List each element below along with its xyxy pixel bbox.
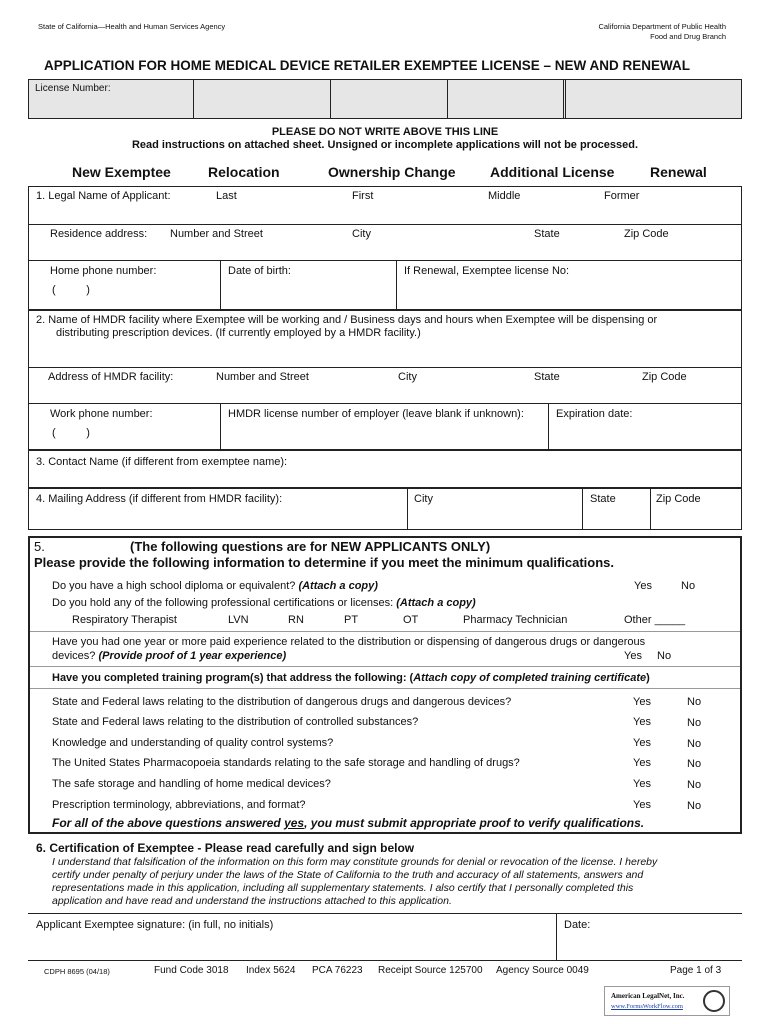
cert-attach-note: (Attach a copy): [396, 597, 476, 609]
mailing-address-field[interactable]: 4. Mailing Address (if different from HMDR facility):: [36, 493, 283, 505]
agency-right-2: Food and Drug Branch: [650, 32, 726, 41]
first-name-field[interactable]: First: [352, 190, 374, 202]
cert-pt[interactable]: PT: [344, 614, 359, 626]
cert-other-field[interactable]: Other _____: [624, 614, 686, 626]
residence-label: Residence address:: [50, 228, 148, 240]
form-id: CDPH 8695 (04/18): [44, 967, 110, 976]
license-number-label: License Number:: [35, 83, 111, 94]
signature-field[interactable]: Applicant Exemptee signature: (in full, no initials): [36, 919, 274, 931]
training-yes-option[interactable]: Yes: [633, 716, 651, 728]
proof-note-a: For all of the above questions answered: [52, 816, 285, 830]
residence-city-field[interactable]: City: [352, 228, 371, 240]
training-item: State and Federal laws relating to the distribution of dangerous drugs and dangerous devices?: [52, 696, 512, 708]
last-name-field[interactable]: Last: [216, 190, 237, 202]
former-name-field[interactable]: Former: [604, 190, 640, 202]
pca-code: PCA 76223: [312, 965, 363, 976]
training-question-text: Have you completed training program(s) that address the following: (: [52, 672, 414, 684]
cert-pharmacy-technician[interactable]: Pharmacy Technician: [463, 614, 568, 626]
license-number-box: [28, 79, 742, 119]
cert-lvn[interactable]: LVN: [228, 614, 249, 626]
experience-yes-option[interactable]: Yes: [624, 650, 642, 662]
middle-name-field[interactable]: Middle: [488, 190, 521, 202]
training-item: Knowledge and understanding of quality control systems?: [52, 737, 334, 749]
hmdr-question-line1: 2. Name of HMDR facility where Exemptee will be working and / Business days and hours when Exemptee will be dispensing or: [36, 314, 658, 326]
work-phone-label: Work phone number:: [50, 408, 153, 420]
publisher-logo-icon: [703, 990, 725, 1012]
cert-question: [52, 597, 476, 609]
proof-note-b: , you must submit appropriate proof to verify qualifications.: [304, 816, 645, 830]
mailing-state-field[interactable]: State: [590, 493, 616, 505]
proof-note-yes: yes: [284, 816, 305, 830]
certification-para-4: application and have read and understand the instructions attached to this application.: [52, 895, 452, 907]
renewal-license-field[interactable]: If Renewal, Exemptee license No:: [404, 265, 570, 277]
training-attach-note: Attach copy of completed training certificate: [413, 672, 647, 684]
hmdr-question-line2: distributing prescription devices. (If currently employed by a HMDR facility.): [56, 327, 421, 339]
section-5-heading1: (The following questions are for NEW APPLICANTS ONLY): [130, 539, 491, 554]
expiration-date-field[interactable]: Expiration date:: [556, 408, 633, 420]
hmdr-license-field[interactable]: HMDR license number of employer (leave blank if unknown):: [228, 408, 524, 420]
training-no-option[interactable]: No: [687, 696, 702, 708]
experience-devices-text: devices?: [52, 650, 96, 662]
option-renewal[interactable]: Renewal: [650, 164, 707, 180]
experience-question-line1: Have you had one year or more paid experience related to the distribution or dispensing of dangerous drugs or dangerous: [52, 636, 646, 648]
training-no-option[interactable]: No: [687, 758, 702, 770]
fund-code: Fund Code 3018: [154, 965, 229, 976]
index-code: Index 5624: [246, 965, 296, 976]
training-item: State and Federal laws relating to the distribution of controlled substances?: [52, 716, 419, 728]
experience-proof-note: (Provide proof of 1 year experience): [98, 650, 287, 662]
cert-rn[interactable]: RN: [288, 614, 304, 626]
dob-field[interactable]: Date of birth:: [228, 265, 291, 277]
hmdr-zip-field[interactable]: Zip Code: [642, 371, 687, 383]
training-no-option[interactable]: No: [687, 738, 702, 750]
notice-line2: Read instructions on attached sheet. Unsigned or incomplete applications will not be processed.: [131, 139, 639, 151]
option-relocation[interactable]: Relocation: [208, 164, 280, 180]
training-question: [52, 672, 650, 684]
hs-diploma-question: [52, 580, 378, 592]
option-additional-license[interactable]: Additional License: [490, 164, 615, 180]
training-item: The safe storage and handling of home medical devices?: [52, 778, 331, 790]
hs-attach-note: (Attach a copy): [298, 580, 378, 592]
training-yes-option[interactable]: Yes: [633, 778, 651, 790]
hmdr-state-field[interactable]: State: [534, 371, 560, 383]
section-1-box: [28, 186, 742, 310]
experience-no-option[interactable]: No: [657, 650, 672, 662]
training-no-option[interactable]: No: [687, 779, 702, 791]
training-yes-option[interactable]: Yes: [633, 696, 651, 708]
residence-state-field[interactable]: State: [534, 228, 560, 240]
training-yes-option[interactable]: Yes: [633, 737, 651, 749]
training-item: Prescription terminology, abbreviations, and format?: [52, 799, 306, 811]
work-phone-field[interactable]: ( ): [52, 427, 90, 439]
hmdr-city-field[interactable]: City: [398, 371, 417, 383]
section-6-heading: 6. Certification of Exemptee - Please read carefully and sign below: [36, 841, 415, 855]
training-yes-option[interactable]: Yes: [633, 799, 651, 811]
contact-name-field[interactable]: 3. Contact Name (if different from exemptee name):: [36, 456, 288, 468]
mailing-city-field[interactable]: City: [414, 493, 433, 505]
section-5-number: 5.: [34, 539, 45, 554]
experience-question-line2: [52, 650, 286, 662]
publisher-name: American LegalNet, Inc.: [611, 992, 685, 1000]
form-title: APPLICATION FOR HOME MEDICAL DEVICE RETAILER EXEMPTEE LICENSE – NEW AND RENEWAL: [44, 58, 691, 73]
mailing-zip-field[interactable]: Zip Code: [656, 493, 701, 505]
qualification-proof-note: [52, 816, 644, 830]
hs-yes-option[interactable]: Yes: [634, 580, 652, 592]
training-yes-option[interactable]: Yes: [633, 757, 651, 769]
training-no-option[interactable]: No: [687, 800, 702, 812]
certification-para-2: certify under penalty of perjury under the laws of the State of California to the truth and accuracy of all statements, answers and: [52, 869, 644, 881]
agency-left: State of California—Health and Human Services Agency: [38, 22, 226, 31]
training-item: The United States Pharmacopoeia standards relating to the safe storage and handling of drugs?: [52, 757, 520, 769]
cert-question-text: Do you hold any of the following professional certifications or licenses:: [52, 597, 394, 609]
legal-name-label: 1. Legal Name of Applicant:: [36, 190, 171, 202]
publisher-stamp: [604, 986, 730, 1016]
certification-para-3: representations made in this application, including all supplementary statements. I also certify that I personally completed this: [52, 882, 634, 894]
training-question-end: ): [646, 672, 650, 684]
option-ownership-change[interactable]: Ownership Change: [328, 164, 456, 180]
date-field[interactable]: Date:: [564, 919, 591, 931]
home-phone-field[interactable]: ( ): [52, 284, 90, 296]
agency-source: Agency Source 0049: [496, 965, 589, 976]
residence-zip-field[interactable]: Zip Code: [624, 228, 669, 240]
hmdr-street-field[interactable]: Number and Street: [216, 371, 309, 383]
training-no-option[interactable]: No: [687, 717, 702, 729]
home-phone-label: Home phone number:: [50, 265, 157, 277]
hs-no-option[interactable]: No: [681, 580, 696, 592]
cert-respiratory-therapist[interactable]: Respiratory Therapist: [72, 614, 177, 626]
publisher-url[interactable]: www.FormsWorkFlow.com: [611, 1003, 683, 1010]
notice-line1: PLEASE DO NOT WRITE ABOVE THIS LINE: [271, 126, 499, 138]
residence-street-field[interactable]: Number and Street: [170, 228, 263, 240]
receipt-source: Receipt Source 125700: [378, 965, 483, 976]
option-new-exemptee[interactable]: New Exemptee: [72, 164, 171, 180]
cert-ot[interactable]: OT: [403, 614, 419, 626]
section-5-heading2: Please provide the following information to determine if you meet the minimum qualifications.: [34, 555, 615, 570]
hs-diploma-text: Do you have a high school diploma or equivalent?: [52, 580, 296, 592]
page-number: Page 1 of 3: [670, 965, 722, 976]
agency-right-1: California Department of Public Health: [598, 22, 726, 31]
certification-para-1: I understand that falsification of the information on this form may constitute grounds for denial or revocation of the license. I hereby: [52, 856, 658, 868]
hmdr-address-label: Address of HMDR facility:: [48, 371, 174, 383]
